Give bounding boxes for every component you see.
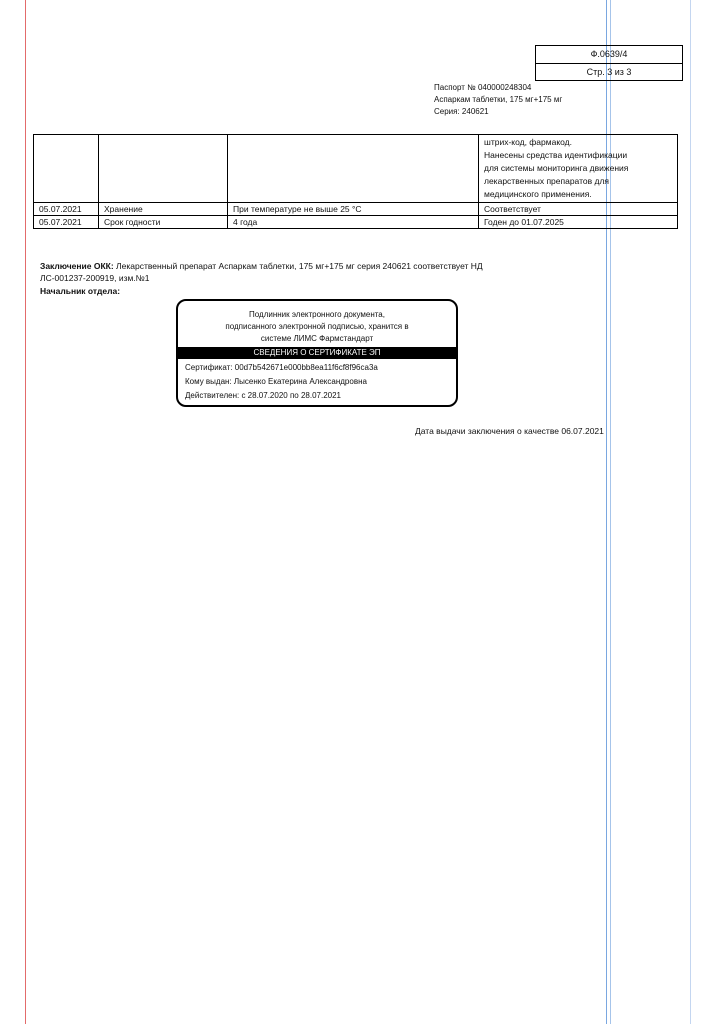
certificate-validity: Действителен: с 28.07.2020 по 28.07.2021 xyxy=(185,391,341,400)
table-row xyxy=(34,216,678,229)
stamp-line: подписанного электронной подписью, хранится в xyxy=(225,322,409,331)
norm-cell: При температуре не выше 25 °С xyxy=(228,203,479,216)
page-number: Стр. 3 из 3 xyxy=(586,67,632,77)
series-number: Серия: 240621 xyxy=(434,107,489,116)
date-cell: 05.07.2021 xyxy=(34,203,99,216)
test-results-table xyxy=(33,134,678,229)
stamp-line: Подлинник электронного документа, xyxy=(249,310,385,319)
conclusion-text-2: ЛС-001237-200919, изм.№1 xyxy=(40,273,150,283)
product-name: Аспаркам таблетки, 175 мг+175 мг xyxy=(434,95,563,104)
result-cell: Соответствует xyxy=(479,203,678,216)
test-cell: Хранение xyxy=(99,203,228,216)
conclusion-label: Заключение ОКК: xyxy=(40,261,114,271)
norm-cell: 4 года xyxy=(228,216,479,229)
table-row xyxy=(34,203,678,216)
form-code: Ф.0639/4 xyxy=(536,46,682,64)
certificate-number: Сертификат: 00d7b542671e000bb8ea11f6cf8f96ca3a xyxy=(185,363,378,372)
passport-number: Паспорт № 040000248304 xyxy=(434,83,532,92)
passport-header xyxy=(434,82,562,118)
department-head-label: Начальник отдела: xyxy=(40,286,121,296)
qc-conclusion xyxy=(40,260,520,284)
result-cell: Годен до 01.07.2025 xyxy=(479,216,678,229)
table-row xyxy=(34,135,678,203)
certificate-info-bar: СВЕДЕНИЯ О СЕРТИФИКАТЕ ЭП xyxy=(178,347,456,359)
test-cell: Срок годности xyxy=(99,216,228,229)
stamp-line: системе ЛИМС Фармстандарт xyxy=(260,334,374,343)
scan-margin-red-line xyxy=(25,0,26,1024)
electronic-signature-stamp xyxy=(176,299,458,407)
result-cell: штрих-код, фармакод. Нанесены средства идентификации для системы мониторинга движения лекарственных препаратов для медицинского применения. xyxy=(479,135,678,203)
conclusion-text: Лекарственный препарат Аспаркам таблетки, 175 мг+175 мг серия 240621 соответствует НД xyxy=(113,261,483,271)
form-code-box xyxy=(535,45,683,81)
date-cell: 05.07.2021 xyxy=(34,216,99,229)
scan-margin-blue-line xyxy=(690,0,691,1024)
certificate-owner: Кому выдан: Лысенко Екатерина Александровна xyxy=(185,377,367,386)
issue-date: Дата выдачи заключения о качестве 06.07.2021 xyxy=(415,426,604,436)
